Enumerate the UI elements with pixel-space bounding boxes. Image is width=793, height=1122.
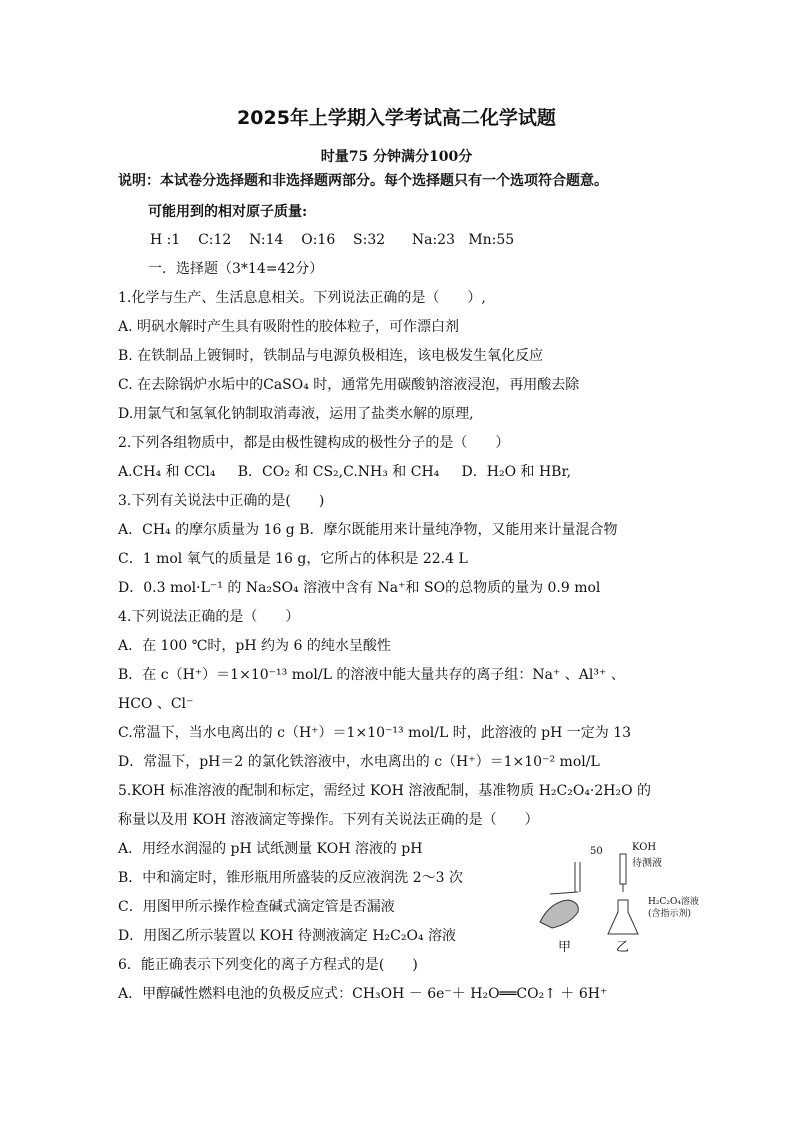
koh-label: KOH: [632, 842, 657, 853]
q5-stem-line2: 称量以及用 KOH 溶液滴定等操作。下列有关说法正确的是（ ）: [118, 812, 539, 828]
q1-stem: 1.化学与生产、生活息息相关。下列说法正确的是（ ）,: [118, 290, 486, 306]
q1-option-c: C. 在去除锅炉水垢中的CaSO₄ 时，通常先用碳酸钠溶液浸泡，再用酸去除: [118, 377, 580, 393]
q5-option-c: C．用图甲所示操作检查碱式滴定管是否漏液: [118, 899, 395, 915]
q2-options: A.CH₄ 和 CCl₄ B．CO₂ 和 CS₂,C.NH₃ 和 CH₄ D．H₂O 和 HBr,: [118, 464, 572, 480]
q4-option-a: A．在 100 ℃时，pH 约为 6 的纯水呈酸性: [118, 638, 391, 654]
figure-jia-label: 甲: [558, 940, 572, 955]
q6-stem: 6．能正确表示下列变化的离子方程式的是( ): [118, 957, 418, 973]
q3-option-c: C．1 mol 氧气的质量是 16 g，它所占的体积是 22.4 L: [118, 551, 468, 567]
flask-label: H₂C₂O₄溶液: [648, 897, 699, 907]
q5-stem-line1: 5.KOH 标准溶液的配制和标定，需经过 KOH 溶液配制，基准物质 H₂C₂O₄·2H₂O 的: [118, 783, 652, 799]
q4-option-b-line1: B．在 c（H⁺）＝1×10⁻¹³ mol/L 的溶液中能大量共存的离子组：Na⁺ 、Al³⁺ 、: [118, 667, 625, 683]
q6-option-a: A．甲醇碱性燃料电池的负极反应式：CH₃OH － 6e⁻＋ H₂O══CO₂↑ ＋ 6H⁺: [118, 986, 608, 1002]
atomic-mass-label: 可能用到的相对原子质量:: [148, 204, 308, 220]
atomic-masses: H :1 C:12 N:14 O:16 S:32 Na:23 Mn:55: [150, 232, 515, 248]
exam-subtitle: 时量75 分钟满分100分: [320, 149, 473, 165]
koh-note: 待测液: [632, 858, 662, 869]
burette-mark: 50: [590, 846, 603, 857]
q4-stem: 4.下列说法正确的是（ ）: [118, 609, 300, 625]
q3-stem: 3.下列有关说法中正确的是( ): [118, 493, 325, 509]
q4-option-b-line2: HCO 、Cl⁻: [118, 696, 194, 712]
q1-option-d: D.用氯气和氢氧化钠制取消毒液，运用了盐类水解的原理,: [118, 406, 474, 422]
q2-stem: 2.下列各组物质中，都是由极性键构成的极性分子的是（ ）: [118, 435, 510, 451]
q4-option-c: C.常温下，当水电离出的 c（H⁺）＝1×10⁻¹³ mol/L 时，此溶液的 pH 一定为 13: [118, 725, 632, 741]
q5-option-a: A．用经水润湿的 pH 试纸测量 KOH 溶液的 pH: [118, 841, 423, 857]
flask-note: (含指示剂): [648, 909, 692, 919]
q5-option-b: B．中和滴定时，锥形瓶用所盛装的反应液润洗 2～3 次: [118, 870, 464, 886]
figure-yi-label: 乙: [616, 940, 630, 955]
q5-option-d: D．用图乙所示装置以 KOH 待测液滴定 H₂C₂O₄ 溶液: [118, 928, 457, 944]
q3-option-ab: A．CH₄ 的摩尔质量为 16 g B．摩尔既能用来计量纯净物，又能用来计量混合物: [118, 522, 618, 538]
burette-leak-check-illustration: [540, 862, 580, 928]
section-heading: 一．选择题（3*14=42分）: [148, 261, 324, 277]
exam-note: 说明：本试卷分选择题和非选择题两部分。每个选择题只有一个选项符合题意。: [118, 173, 608, 189]
q3-option-d: D．0.3 mol·L⁻¹ 的 Na₂SO₄ 溶液中含有 Na⁺和 SO的总物质的量为 0.9 mol: [118, 580, 601, 596]
q1-option-b: B. 在铁制品上镀铜时，铁制品与电源负极相连，该电极发生氧化反应: [118, 348, 544, 364]
q4-option-d: D．常温下，pH＝2 的氯化铁溶液中，水电离出的 c（H⁺）＝1×10⁻² mol/L: [118, 754, 600, 770]
titration-figure: [530, 842, 710, 955]
q1-option-a: A. 明矾水解时产生具有吸附性的胶体粒子，可作漂白剂: [118, 319, 460, 335]
exam-title: 2025年上学期入学考试高二化学试题: [237, 107, 556, 129]
